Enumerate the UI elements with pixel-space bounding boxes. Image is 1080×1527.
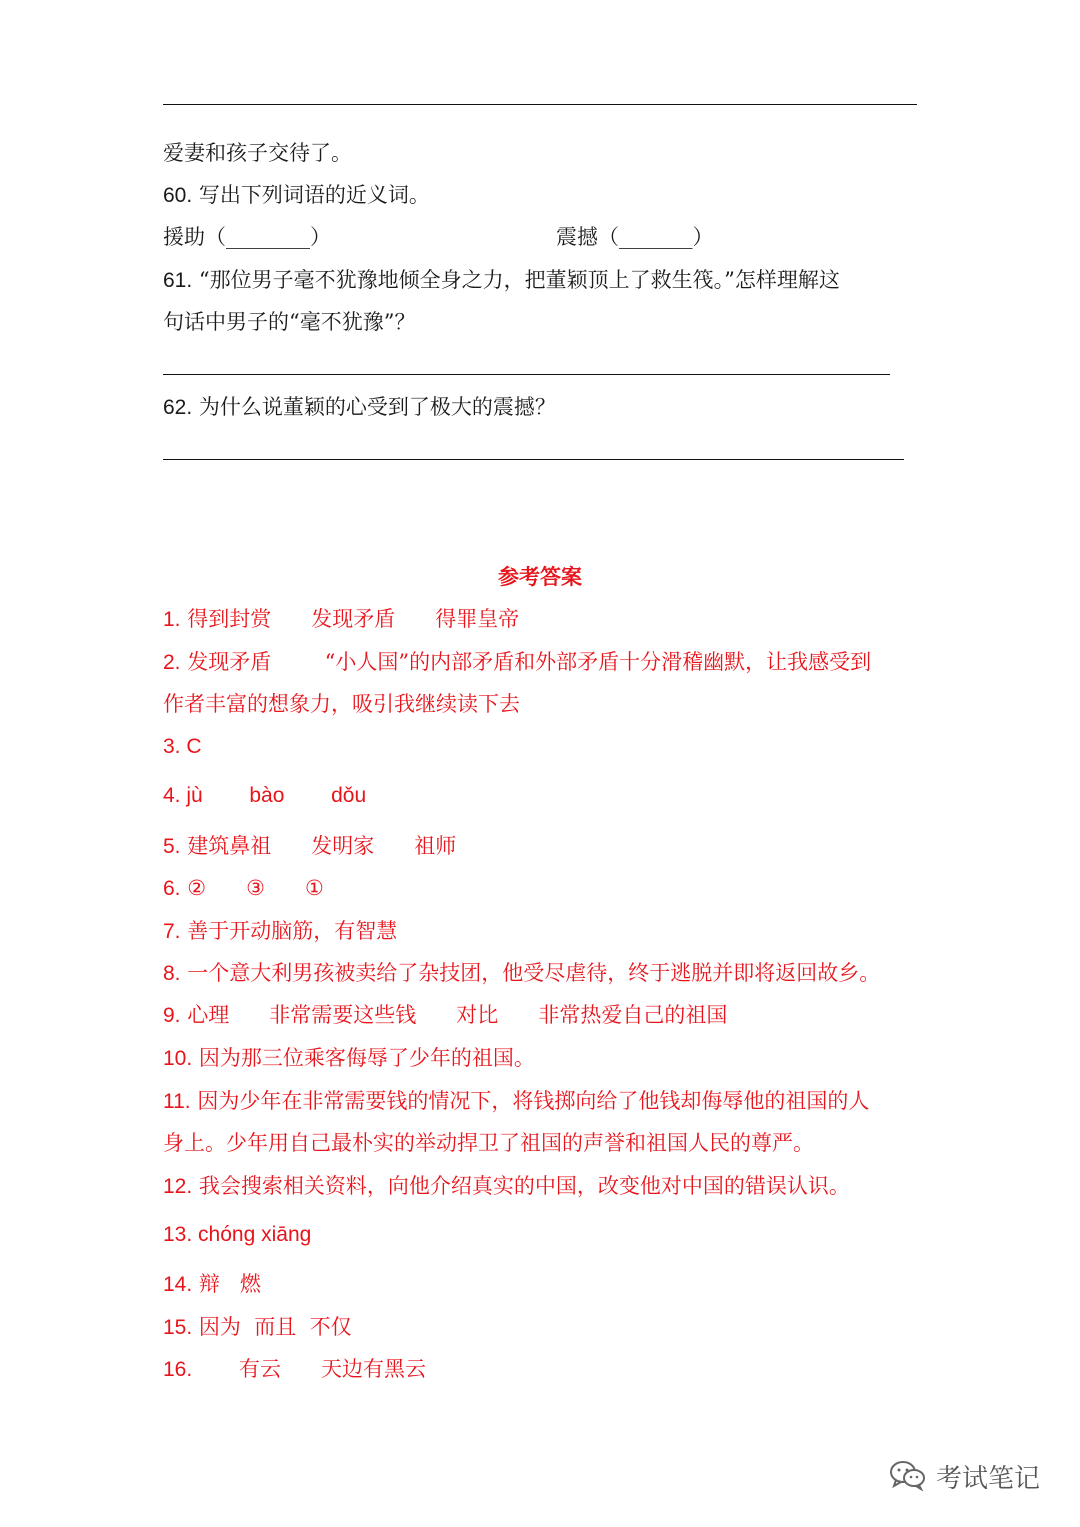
answer-2	[163, 647, 871, 678]
answer-text: 善于开动脑筋，有智慧	[187, 919, 398, 943]
synonym-item-a: 援助（________）	[163, 225, 331, 249]
answer-number: 2.	[163, 651, 181, 674]
answer-9	[163, 1000, 727, 1031]
answer-15	[163, 1312, 352, 1343]
answer-6	[163, 873, 324, 904]
answer-1	[163, 604, 519, 635]
answer-number: 8.	[163, 962, 181, 985]
answer-number: 16.	[163, 1358, 193, 1381]
answer-12	[163, 1171, 850, 1202]
answer-number: 13.	[163, 1223, 193, 1246]
wechat-icon	[888, 1459, 928, 1495]
answer-number: 12.	[163, 1175, 193, 1198]
answer-text: jù bào dǒu	[186, 784, 367, 807]
question-60	[163, 180, 430, 211]
answer-line	[163, 104, 917, 105]
answers-title: 参考答案	[498, 564, 582, 589]
answer-text: 我会搜索相关资料，向他介绍真实的中国，改变他对中国的错误认识。	[198, 1174, 850, 1198]
answer-number: 3.	[163, 735, 181, 758]
watermark-text: 考试笔记	[936, 1464, 1041, 1494]
answer-number: 14.	[163, 1273, 193, 1296]
question-text: 为什么说董颖的心受到了极大的震撼？	[198, 395, 556, 419]
answer-text: 发现矛盾 “小人国”的内部矛盾和外部矛盾十分滑稽幽默，让我感受到	[187, 650, 872, 674]
answer-text: chóng xiāng	[198, 1223, 312, 1246]
answer-text: 心理 非常需要这些钱 对比 非常热爱自己的祖国	[187, 1003, 728, 1027]
answer-number: 15.	[163, 1316, 193, 1339]
answer-text: 建筑鼻祖 发明家 祖师	[187, 834, 457, 858]
answer-text: 因为那三位乘客侮辱了少年的祖国。	[198, 1046, 535, 1070]
answer-number: 5.	[163, 835, 181, 858]
answer-line	[163, 374, 890, 375]
text-line: 爱妻和孩子交待了。	[163, 141, 352, 165]
answer-number: 4.	[163, 784, 181, 807]
question-61-cont: 句话中男子的“毫不犹豫”？	[163, 310, 416, 334]
question-number: 60.	[163, 184, 193, 207]
answer-text: C	[186, 735, 202, 758]
question-62	[163, 392, 556, 423]
answer-13	[163, 1220, 311, 1250]
answer-text: 因为 而且 不仅	[198, 1315, 352, 1339]
answer-7	[163, 916, 397, 947]
answer-text: 有云 天边有黑云	[198, 1357, 426, 1381]
question-number: 62.	[163, 396, 193, 419]
answer-number: 10.	[163, 1047, 193, 1070]
answer-text: 得到封赏 发现矛盾 得罪皇帝	[187, 607, 520, 631]
answer-number: 9.	[163, 1004, 181, 1027]
answer-16	[163, 1354, 426, 1385]
answer-text: 一个意大利男孩被卖给了杂技团，他受尽虐待，终于逃脱并即将返回故乡。	[187, 961, 881, 985]
answer-text: ② ③ ①	[187, 876, 324, 900]
answer-text: 辩 燃	[198, 1272, 261, 1296]
answer-8	[163, 958, 880, 989]
answer-number: 7.	[163, 920, 181, 943]
synonym-item-b: 震撼（_______）	[556, 225, 714, 249]
question-number: 61.	[163, 269, 193, 292]
answer-4	[163, 781, 366, 811]
question-text: 写出下列词语的近义词。	[198, 183, 430, 207]
answer-10	[163, 1043, 535, 1074]
answer-text: 因为少年在非常需要钱的情况下，将钱掷向给了他钱却侮辱他的祖国的人	[197, 1089, 870, 1113]
question-text: “那位男子毫不犹豫地倾全身之力，把董颖顶上了救生筏。”怎样理解这	[198, 268, 840, 292]
answer-11-cont: 身上。少年用自己最朴实的举动捍卫了祖国的声誉和祖国人民的尊严。	[163, 1131, 814, 1155]
answer-line	[163, 459, 904, 460]
answer-3	[163, 732, 202, 762]
answer-5	[163, 831, 456, 862]
answer-2-cont: 作者丰富的想象力，吸引我继续读下去	[163, 692, 520, 716]
answer-number: 1.	[163, 608, 181, 631]
answer-11	[163, 1086, 869, 1117]
answer-number: 6.	[163, 877, 181, 900]
question-61	[163, 265, 840, 296]
watermark	[888, 1458, 1040, 1495]
answer-14	[163, 1269, 261, 1300]
answer-number: 11.	[163, 1090, 191, 1113]
